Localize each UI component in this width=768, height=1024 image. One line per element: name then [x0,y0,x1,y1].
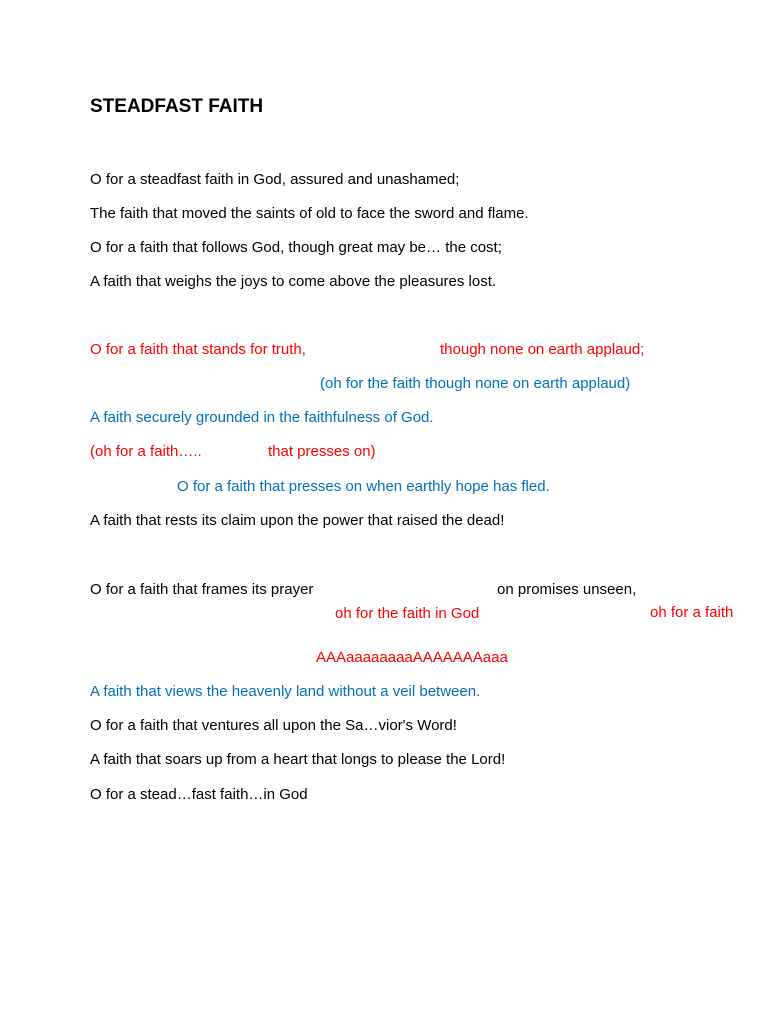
stanza3-vocal: AAAaaaaaaaaAAAAAAAaaa [316,649,508,666]
stanza3-line-5: O for a stead…fast faith…in God [90,786,308,803]
stanza2-line-1b: though none on earth applaud; [440,341,645,358]
stanza3-line-3: O for a faith that ventures all upon the Sa…vior's Word! [90,717,457,734]
stanza1-line-3: O for a faith that follows God, though great may be… the cost; [90,239,502,256]
stanza2-echo-2a: (oh for a faith….. [90,443,202,460]
stanza3-line-4: A faith that soars up from a heart that longs to please the Lord! [90,751,506,768]
stanza1-line-1: O for a steadfast faith in God, assured and unashamed; [90,171,460,188]
stanza2-line-4: A faith that rests its claim upon the power that raised the dead! [90,512,505,529]
stanza3-echo-1b: oh for a faith [650,604,734,621]
stanza3-line-2: A faith that views the heavenly land without a veil between. [90,683,481,700]
page-title: STEADFAST FAITH [90,96,264,117]
stanza1-line-4: A faith that weighs the joys to come above the pleasures lost. [90,273,497,290]
stanza1-line-2: The faith that moved the saints of old to face the sword and flame. [90,205,529,222]
stanza2-line-3: O for a faith that presses on when earthly hope has fled. [177,478,550,495]
stanza3-echo-1a: oh for the faith in God [335,605,480,622]
stanza3-line-1b: on promises unseen, [497,581,637,598]
stanza2-line-2: A faith securely grounded in the faithfulness of God. [90,409,434,426]
stanza3-line-1a: O for a faith that frames its prayer [90,581,314,598]
stanza2-echo-2b: that presses on) [268,443,376,460]
stanza2-line-1a: O for a faith that stands for truth, [90,341,306,358]
stanza2-echo-1: (oh for the faith though none on earth applaud) [320,375,631,392]
